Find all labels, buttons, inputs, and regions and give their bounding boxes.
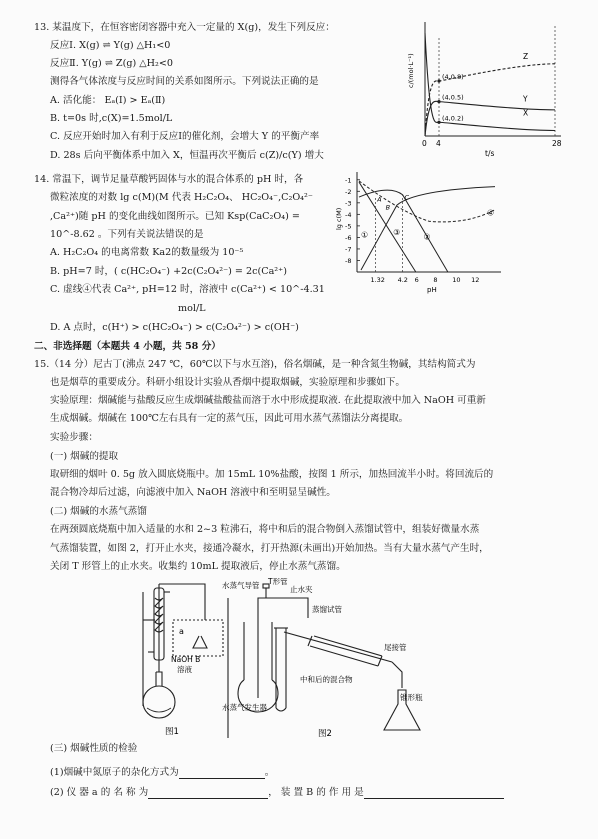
q14-line-3: ,Ca²⁺)随 pH 的变化曲线如图所示。已知 Ksp(CaC₂O₄) = [50,211,300,222]
answer-blank-2[interactable] [148,788,268,799]
q15-step-1-heading: (一) 烟碱的提取 [50,451,119,462]
chart2-x-tick-label: 10 [452,276,461,284]
chart2-y-tick-label: -7 [345,245,352,254]
q15-line-2: 也是烟草的重要成分。科研小组设计实验从香烟中提取烟碱，实验原理和步骤如下。 [50,377,405,388]
chart1-point-y [437,100,440,103]
chart1-curve-label-z: Z [523,52,529,61]
q13-description: 测得各气体浓度与反应时间的关系如图所示。下列说法正确的是 [50,76,319,87]
q15-step-2-heading: (二) 烟碱的水蒸气蒸馏 [50,506,147,517]
chart1-annotation: (4,0.5) [442,93,464,102]
fig2-label-mixture: 中和后的混合物 [300,675,353,684]
chart1-curve-label-y: Y [523,94,528,104]
q15-question-2-text-a: (2) 仪 器 a 的 名 称 为 [50,787,149,798]
q14-option-a: A. H₂C₂O₄ 的电离常数 Ka2的数量级为 10⁻⁵ [50,247,244,258]
chart2-x-axis-label: pH [427,286,437,294]
fig1-caption: 图1 [165,727,179,737]
chart1-plot [407,22,562,158]
chart2-curve-label-1: ① [361,230,369,240]
chart2-y-tick-label: -3 [345,199,352,208]
chart1-y-axis-label: c/(mol·L⁻¹) [407,53,415,88]
chart1-annotation: (4,0.2) [442,114,464,123]
fig2-caption: 图2 [318,729,332,739]
q14-line-1: 14. 常温下，调节足量草酸钙固体与水的混合体系的 pH 时，各 [34,174,304,185]
q15-line-1: 15.（14 分）尼古丁(沸点 247 ℃，60℃以下与水互溶)，俗名烟碱，是一种含氮生物碱，其结构简式为 [34,359,476,370]
chart1-curve-label-x: X [523,108,529,118]
fig2-label-flask: 锥形瓶 [400,693,423,702]
q14-option-b: B. pH=7 时，( c(HC₂O₄⁻) +2c(C₂O₄²⁻) = 2c(Ca²⁺) [50,266,287,277]
q13-reaction-1: 反应Ⅰ. X(g) ⇌ Y(g) △H₁<0 [50,40,171,51]
q15-question-1 [50,767,274,779]
fig1-label-naoh: NaOH B [171,655,201,664]
q15-step-2-a: 在两颈圆底烧瓶中加入适量的水和 2~3 粒沸石，将中和后的混合物倒入蒸馏试管中，组装好微量水蒸 [50,524,480,535]
q14-option-c: C. 虚线④代表 Ca²⁺, pH=12 时，溶液中 c(Ca²⁺) < 10^-4.31 [50,284,325,295]
q15-step-2-c: 关闭 T 形管上的止水夹。收集约 10mL 提取液后，停止水蒸气蒸馏。 [50,561,346,572]
q14-option-c-unit: mol/L [178,303,206,314]
chart1-annotation: (4,0.8) [442,73,464,81]
chart2-y-tick-label: -2 [345,187,352,196]
q13-option-d: D. 28s 后向平衡体系中加入 X，恒温再次平衡后 c(Z)/c(Y) 增大 [50,150,324,161]
answer-blank-3[interactable] [364,788,504,799]
chart2-x-tick-label: 6 [414,276,419,284]
q14-line-2: 微粒浓度的对数 lg c(M)(M 代表 H₂C₂O₄、 HC₂O₄⁻,C₂O₄²⁻ [50,192,313,203]
q13-reaction-2: 反应Ⅱ. Y(g) ⇌ Z(g) △H₂<0 [50,58,173,69]
chart2-x-tick-label: 12 [471,276,480,284]
q13-option-a: A. 活化能： Eₐ(Ⅰ) > Eₐ(Ⅱ) [50,95,166,106]
chart2-y-tick-label: -1 [345,176,352,185]
chart1-x-tick-label: 0 [422,139,427,148]
chart2-curve-label-2: ② [423,232,431,242]
chart1-point-x [437,121,440,124]
chart2-y-tick-label: -4 [345,210,352,219]
figure-2-steam-distillation-apparatus [222,578,437,742]
q15-step-2-b: 气蒸馏装置，如图 2，打开止水夹，接通冷凝水，打开热源(未画出)开始加热。当有大量水蒸气产生时， [50,543,489,554]
q13-option-b: B. t=0s 时,c(X)=1.5mol/L [50,113,173,124]
q13-stem: 13. 某温度下，在恒容密闭容器中充入一定量的 X(g)，发生下列反应： [34,22,335,33]
chart2-x-tick-label: 4.2 [397,276,408,284]
chart2-point-label-c: C [404,193,410,202]
fig2-label-clamp: 止水夹 [290,585,313,594]
fig2-label-steam-tube: 水蒸气导管 [222,581,260,590]
q15-line-5: 实验步骤： [50,432,98,443]
fig1-label-solution: 溶液 [177,665,192,674]
q14-option-d: D. A 点时，c(H⁺) > c(HC₂O₄⁻) > c(C₂O₄²⁻) > c(OH⁻) [50,322,299,333]
q15-step-1-a: 取研细的烟叶 0. 5g 放入圆底烧瓶中。加 15mL 10%盐酸，按图 1 所示，加热回流半小时。将回流后的 [50,469,494,480]
chart2-y-axis-label: lg c(M) [335,207,343,230]
q15-question-1-end: 。 [264,767,275,778]
chart2-x-tick-label: 8 [433,276,438,284]
chart2-point-label-b: B [385,203,391,212]
chart2-curve-label-3: ③ [393,228,401,238]
fig2-label-generator: 水蒸气发生器 [222,703,267,712]
q14-line-4: 10^-8.62 。下列有关说法错误的是 [50,229,204,240]
fig1-label-a: a [179,627,184,636]
lgc-ph-chart [335,168,507,296]
concentration-time-chart [405,18,575,158]
q15-step-3-heading: (三) 烟碱性质的检验 [50,743,138,754]
answer-blank-1[interactable] [179,768,265,779]
q15-question-1-text: (1)烟碱中氮原子的杂化方式为 [50,767,179,778]
chart2-x-tick-label: 1.32 [370,276,385,284]
chart2-curve-label-4: ④ [487,208,495,218]
fig2-label-distillation-tube: 蒸馏试管 [312,605,342,614]
q15-question-2 [50,787,504,799]
fig2-label-ttube: T形管 [268,578,288,586]
chart1-point-z [437,79,440,82]
q13-option-c: C. 反应开始时加入有利于反应Ⅰ的催化剂，会增大 Y 的平衡产率 [50,131,320,142]
q15-line-4: 生成烟碱。烟碱在 100℃左右具有一定的蒸气压，因此可用水蒸气蒸馏法分离提取。 [50,413,409,424]
chart2-y-tick-label: -6 [345,233,352,242]
chart1-x-tick-label: 28 [552,139,562,148]
q15-step-1-b: 混合物冷却后过滤，向滤液中加入 NaOH 溶液中和至明显呈碱性。 [50,487,336,498]
q15-question-2-text-b: ， 装 置 B 的 作 用 是 [268,787,364,798]
chart2-y-tick-label: -5 [345,222,352,231]
chart2-point-label-a: A [377,195,382,204]
chart2-y-tick-label: -8 [345,256,352,265]
q15-line-3: 实验原理：烟碱能与盐酸反应生成烟碱盐酸盐而溶于水中形成提取液. 在此提取液中加入 NaOH 可重新 [50,395,486,406]
chart2-plot [335,172,501,294]
chart1-x-axis-label: t/s [485,149,495,158]
chart1-x-tick-label: 4 [436,139,441,148]
section-2-heading: 二、非选择题（本题共 4 小题，共 58 分） [34,341,221,352]
figure-1-reflux-apparatus [135,580,225,740]
fig2-label-adapter: 尾接管 [384,643,407,652]
